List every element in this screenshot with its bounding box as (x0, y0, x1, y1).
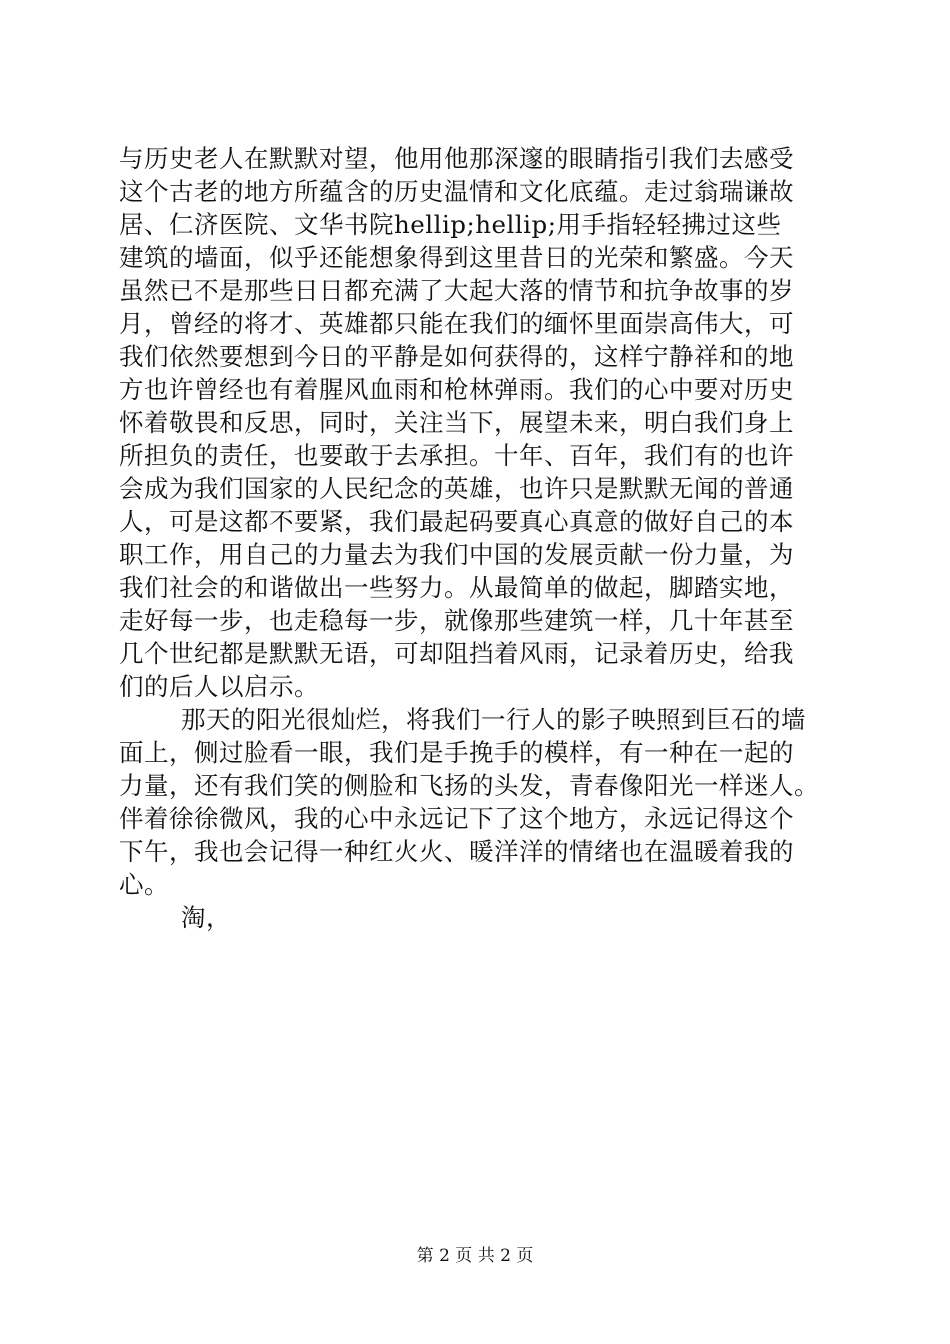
paragraph-first-line: 淘， (181, 903, 231, 932)
text-line: 人，可是这都不要紧，我们最起码要真心真意的做好自己的本 (119, 507, 794, 536)
text-line: 方也许曾经也有着腥风血雨和枪林弹雨。我们的心中要对历史 (119, 375, 794, 404)
text-line: 职工作，用自己的力量去为我们中国的发展贡献一份力量，为 (119, 540, 794, 569)
text-line: 会成为我们国家的人民纪念的英雄，也许只是默默无闻的普通 (119, 474, 794, 503)
paragraph-first-line: 那天的阳光很灿烂，将我们一行人的影子映照到巨石的墙 (181, 705, 806, 734)
text-line: 走好每一步，也走稳每一步，就像那些建筑一样，几十年甚至 (119, 606, 794, 635)
body-text (119, 142, 831, 934)
text-line: 与历史老人在默默对望，他用他那深邃的眼睛指引我们去感受 (119, 144, 794, 173)
text-line: 伴着徐徐微风，我的心中永远记下了这个地方，永远记得这个 (119, 804, 794, 833)
text-line: 建筑的墙面，似乎还能想象得到这里昔日的光荣和繁盛。今天 (119, 243, 794, 272)
text-line: 这个古老的地方所蕴含的历史温情和文化底蕴。走过翁瑞谦故 (119, 177, 794, 206)
text-line: 力量，还有我们笑的侧脸和飞扬的头发，青春像阳光一样迷人。 (119, 771, 819, 800)
text-line: 下午，我也会记得一种红火火、暖洋洋的情绪也在温暖着我的 (119, 837, 794, 866)
text-line: 几个世纪都是默默无语，可却阻挡着风雨，记录着历史，给我 (119, 639, 794, 668)
text-line: 们的后人以启示。 (119, 672, 319, 701)
text-line: 我们社会的和谐做出一些努力。从最简单的做起，脚踏实地， (119, 573, 794, 602)
text-line: 居、仁济医院、文华书院hellip;hellip;用手指轻轻拂过这些 (119, 210, 782, 239)
text-line: 面上，侧过脸看一眼，我们是手挽手的模样，有一种在一起的 (119, 738, 794, 767)
text-line: 心。 (119, 870, 169, 899)
text-line: 月，曾经的将才、英雄都只能在我们的缅怀里面崇高伟大，可 (119, 309, 794, 338)
text-line: 我们依然要想到今日的平静是如何获得的，这样宁静祥和的地 (119, 342, 794, 371)
page-footer: 第 2 页 共 2 页 (416, 1246, 534, 1266)
text-line: 虽然已不是那些日日都充满了大起大落的情节和抗争故事的岁 (119, 276, 794, 305)
text-line: 怀着敬畏和反思，同时，关注当下，展望未来，明白我们身上 (119, 408, 794, 437)
text-line: 所担负的责任，也要敢于去承担。十年、百年，我们有的也许 (119, 441, 794, 470)
